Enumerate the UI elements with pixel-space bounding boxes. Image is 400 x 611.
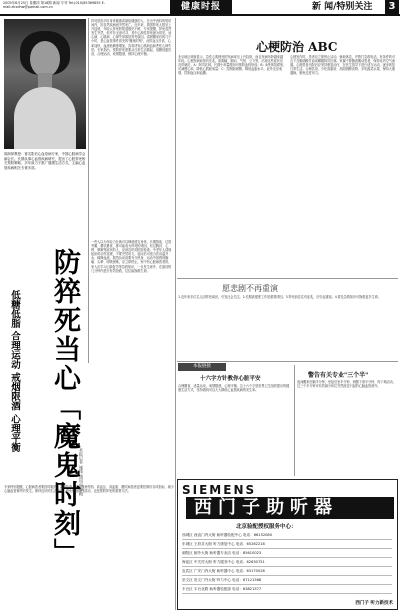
list-item: 西城区 西直门内大街 助听器验配中心 电话：66152080 (182, 531, 392, 540)
ad-address-list (182, 531, 392, 594)
lead-body-col1: 猝死是指平时身体健康或貌似健康的人，在出乎意料的短时间内，因自然疾病而突然死亡。近年来，我国猝死人数呈上升趋势，年轻人猝死的报道屡见不鲜，专家提醒，猝死虽然发生突然，但并非无迹可寻，其中心源性猝死最为常见，冠心病、心肌病、心律失常都是常见原因。清晨醒来后的几个小时，是心血管事件高发的"魔鬼时刻"，此时血压升高、心率加快，血液粘稠度增加，容易诱发心肌缺血和恶性心律失常。专家指出，预防猝死需要从日常生活做起，低糖低脂饮食，合理运动，戒烟限酒，保持心理平衡。 (91, 19, 172, 56)
ad-footer: 西门子 听力新技术 (355, 601, 393, 606)
lead-body-col2: 一些人以为年轻力壮就可以肆意透支身体，长期熬夜、过度劳累、暴饮暴食，都可能成为猝死的诱因。有过胸闷、心悸、晕厥等症状的人，应该及时到医院检查。中老年人清晨起床时动作宜缓，不要突然用力，起床后可适当饮用温开水，稀释血液。剧烈运动前要充分热身，运动中如感到胸痛、头晕、呼吸困难，应立即停止。家中有心脏病患者的，家人应学习心肺复苏等急救知识，一旦发生意外，在最初的几分钟内进行有效抢救，往往能挽救生命。 (91, 240, 172, 273)
warning-box-body: 夜间醒来后躺半分钟，坐起后坐半分钟，两腿下垂半分钟，再下地活动。这三个半分钟可有效减少体位突然改变引起的心脑血管意外。 (297, 380, 396, 389)
photo-body (14, 87, 76, 149)
photo-caption: 胡润萍教授：著名影后心血疫病专家，中国心脏病学会副会长。长期从事心血管疾病研究，提出了心脏猝死相关预防策略，多年致力于推广健康生活方式，主编心血管疾病相关专著多部。 (4, 152, 86, 170)
list-item: 崇文区 崇文门外大街 听力中心 电话：67121568 (182, 576, 392, 585)
list-item: 东城区 王府井大街 听力康复中心 电话：65262218 (182, 540, 392, 549)
newspaper-logo: 健康时报 (170, 0, 232, 14)
warning-box-title: 警告有关专业"三个半" (308, 372, 369, 379)
heart-body-left: 北京地区调查显示，急性心肌梗死的发病率呈上升趋势，而且发病年龄越来越年轻。心梗发病前常有先兆，如胸痛、胸闷、气短、乏力等，出现这些症状应及时就医。A：阿司匹林，长期小剂量服用可预防血栓形成；B：β受体阻滞剂，可减慢心率，降低心肌耗氧量；C：控制胆固醇，降低血脂水平。此外还应戒烟，控制血压和血糖。 (178, 55, 286, 76)
heart-body-right: 心梗发作时，患者应立即停止活动，就地休息，并拨打急救电话。有条件的可舌下含服硝酸甘油或嚼服阿司匹林。家属不要随意搬动患者，保持室内空气流通。心梗患者出院后应坚持康复治疗，在医生指导下进行适当运动，逐步恢复日常生活。合理饮食，少吃高脂肪、高胆固醇食物，多吃蔬菜水果，保持大便通畅，避免过度用力。 (290, 55, 395, 76)
section-divider (177, 361, 398, 362)
header-info: 2005年8月25日 星期四 第18期 新闻 专刊 Tel:(010)85369855 E-mail:zhxdhw@pamail.com.cn (3, 1, 105, 9)
tips-box-title: 十六字方针教你心脏平安 (200, 376, 261, 382)
list-item: 宣武区 广安门内大街 助听器中心 电话：63170028 (182, 567, 392, 576)
list-item: 海淀区 中关村大街 听力服务中心 电话：62630751 (182, 558, 392, 567)
column-divider (88, 18, 89, 363)
photo-face (30, 41, 60, 77)
header-divider (0, 14, 400, 16)
page-number: 3 (385, 0, 399, 14)
link-label: 本报链接 (178, 363, 226, 371)
hearing-aid-ad (177, 479, 398, 610)
lead-body-col3: 专家特别提醒，心脏病患者要按时服药，定期复查，不可随意停药。高血压、高血脂、糖尿病患者更要控制好各项指标，减少心脑血管事件的发生。保持良好的生活规律，避免情绪剧烈波动，也是预防猝死的重要方法。 (4, 485, 174, 494)
lead-headline: 防猝死当心「魔鬼时刻」 (49, 248, 80, 567)
expert-photo (4, 19, 86, 149)
ad-center-heading: 北京验配授权服务中心： (236, 524, 297, 530)
wish-body: 1.近年来多位名人因猝死离世，引发社会关注。2.长期高强度工作是重要诱因。3.猝死前往往有征兆，应引起重视。4.普及急救知识可挽救更多生命。 (178, 295, 381, 299)
list-item: 丰台区 丰台北路 助听器验配部 电话：63821577 (182, 585, 392, 594)
lead-subheadline: 低糖低脂 合理运动 戒烟限酒 心理平衡 (9, 290, 20, 452)
wish-article-title: 愿悲剧不再重演 (222, 284, 278, 293)
heart-article-title: 心梗防治 ABC (256, 40, 338, 54)
ad-title: 西门子助听器 (186, 497, 394, 519)
column-divider (175, 18, 176, 610)
tips-box-body: 合理膳食，适量运动，戒烟限酒，心理平衡。这十六个字是世界卫生组织提出的健康生活方式，坚持做到可以大大降低心血管疾病的发生率。 (178, 384, 290, 393)
list-item: 朝阳区 朝外大街 助听器专卖店 电话：85610023 (182, 549, 392, 558)
section-divider (177, 278, 398, 279)
section-title: 新 闻/特别关注 (312, 2, 373, 12)
lead-byline: 本报记者 施锋 通讯员 李梅 (79, 448, 84, 496)
box-divider (294, 365, 295, 476)
ad-brand: SIEMENS (182, 483, 257, 497)
